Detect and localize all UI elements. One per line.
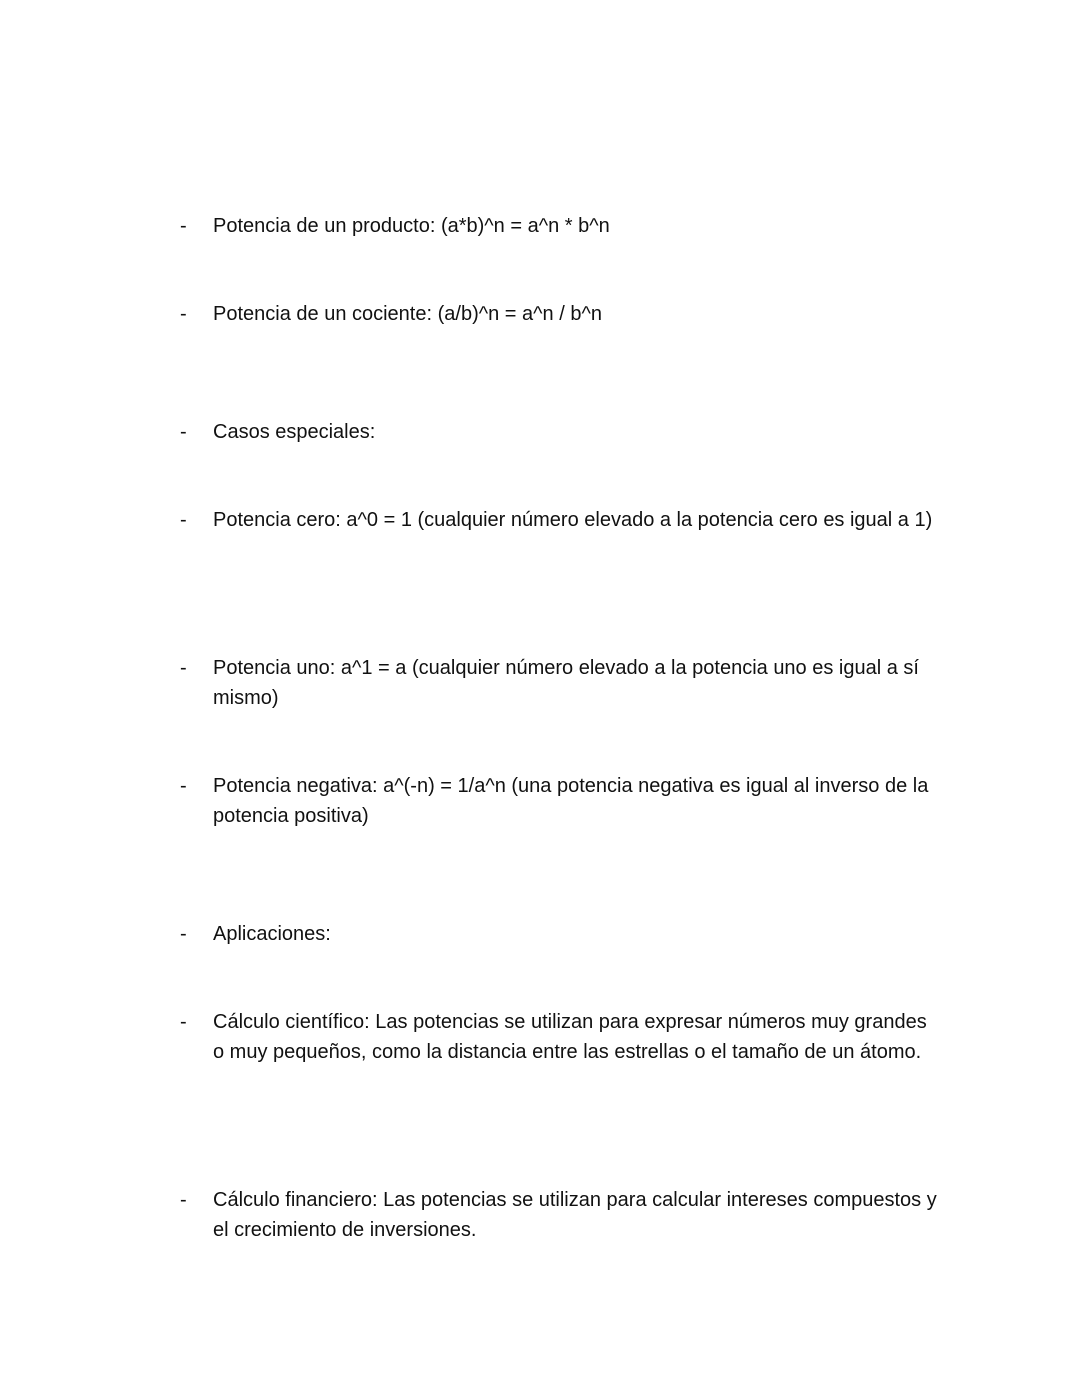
bullet-dash: -: [180, 775, 187, 797]
bullet-dash: -: [180, 421, 187, 443]
list-item-text: Cálculo científico: Las potencias se utilizan para expresar números muy grandes o muy pequeños, como la distancia entre las estrellas o el tamaño de un átomo.: [213, 1011, 927, 1063]
list-item: [180, 299, 940, 329]
list-item: [180, 919, 940, 949]
list-item: [180, 653, 940, 713]
list-item: [180, 771, 940, 831]
list-item: [180, 417, 940, 447]
list-item: [180, 1185, 940, 1245]
bullet-dash: -: [180, 923, 187, 945]
list-item-text: Potencia de un producto: (a*b)^n = a^n * b^n: [213, 215, 610, 237]
list-item-text: Potencia uno: a^1 = a (cualquier número elevado a la potencia uno es igual a sí mismo): [213, 657, 919, 709]
list-item-text: Potencia cero: a^0 = 1 (cualquier número elevado a la potencia cero es igual a 1): [213, 509, 933, 531]
list-item: [180, 505, 940, 535]
list-item: [180, 1007, 940, 1067]
list-item-text: Potencia negativa: a^(-n) = 1/a^n (una potencia negativa es igual al inverso de la potencia positiva): [213, 775, 929, 827]
bullet-dash: -: [180, 509, 187, 531]
section-heading: Aplicaciones:: [213, 923, 331, 945]
bullet-dash: -: [180, 1189, 187, 1211]
list-item-text: Potencia de un cociente: (a/b)^n = a^n / b^n: [213, 303, 602, 325]
section-heading: Casos especiales:: [213, 421, 376, 443]
list-item: [180, 211, 940, 241]
bullet-dash: -: [180, 303, 187, 325]
list-item-text: Cálculo financiero: Las potencias se utilizan para calcular intereses compuestos y el crecimiento de inversiones.: [213, 1189, 937, 1241]
bullet-dash: -: [180, 657, 187, 679]
bullet-dash: -: [180, 215, 187, 237]
bullet-dash: -: [180, 1011, 187, 1033]
